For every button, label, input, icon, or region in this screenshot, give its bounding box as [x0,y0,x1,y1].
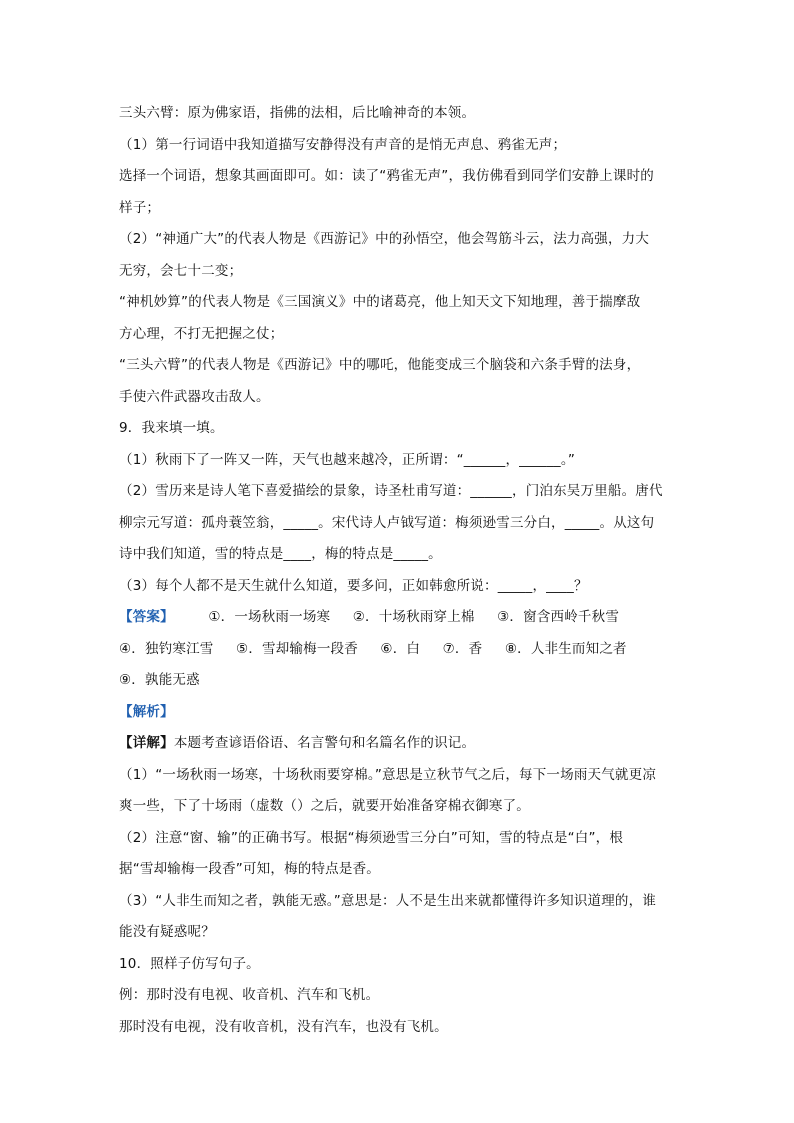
analysis-line: 能没有疑惑呢？ [119,924,215,940]
text-line: 手使六件武器攻击敌人。 [119,388,270,405]
answer-row-2 [119,634,679,666]
analysis-line: 爽一些，下了十场雨（虚数（）之后，就要开始准备穿棉衣御寒了。 [119,798,530,814]
text-line: （1）第一行词语中我知道描写安静得没有声音的是悄无声息、鸦雀无声； [119,136,567,153]
answer-item: ⑧．人非生而知之者 [504,640,627,657]
question-line: （3）每个人都不是天生就什么知道，要多问，正如韩愈所说：_____，____？ [119,577,588,594]
example-line: 那时没有电视，没有收音机，没有汽车，也没有飞机。 [119,1018,448,1035]
answer-item: ②．十场秋雨穿上棉 [352,609,475,625]
analysis-line: （3）“人非生而知之者，孰能无惑。”意思是：人不是生出来就都懂得许多知识道理的，谁 [119,892,657,909]
text-line: 三头六臂：原为佛家语，指佛的法相，后比喻神奇的本领。 [119,105,476,121]
detail-line [119,728,679,760]
question-line: （2）雪历来是诗人笔下喜爱描绘的景象，诗圣杜甫写道：______，门泊东吴万里船。唐代 [119,483,663,499]
answer-tag: 【答案】 [119,609,174,625]
text-line: 选择一个词语，想象其画面即可。如：读了“鸦雀无声”，我仿佛看到同学们安静上课时的 [119,168,654,184]
question-heading: 9．我来填一填。 [119,420,224,436]
question-line: 诗中我们知道，雪的特点是____，梅的特点是_____。 [119,546,442,562]
detail-text: 本题考查谚语俗语、名言警句和名篇名作的识记。 [173,735,476,751]
answer-row-3 [119,665,679,697]
text-line: 样子； [119,199,161,216]
analysis-line: （1）“一场秋雨一场寒，十场秋雨要穿棉。”意思是立秋节气之后，每下一场雨天气就更凉 [119,766,657,783]
answer-item: ④．独钓寒江雪 [119,640,214,657]
answer-item: ⑨．孰能无惑 [119,672,200,688]
answer-item: ⑤．雪却输梅一段香 [236,640,358,657]
document-page [119,98,679,1043]
analysis-heading [119,697,679,729]
example-line: 例：那时没有电视、收音机、汽车和飞机。 [119,987,380,1003]
answer-item: ⑥．白 [380,640,421,657]
answer-row-1 [119,602,679,634]
text-line: （2）“神通广大”的代表人物是《西游记》中的孙悟空，他会驾筋斗云，法力高强，力大 [119,231,650,247]
text-line: “神机妙算”的代表人物是《三国演义》中的诸葛亮，他上知天文下知地理，善于揣摩敌 [119,294,641,310]
answer-item: ⑦．香 [442,640,483,657]
question-heading: 10．照样子仿写句子。 [119,955,260,972]
analysis-line: （2）注意“窗、输”的正确书写。根据“梅须逊雪三分白”可知，雪的特点是“白”，根 [119,829,624,846]
analysis-line: 据“雪却输梅一段香”可知，梅的特点是香。 [119,861,380,877]
detail-tag: 【详解】 [119,735,174,751]
question-line: 柳宗元写道：孤舟蓑笠翁，_____。宋代诗人卢钺写道：梅须逊雪三分白，_____。从这句 [119,514,655,531]
question-line: （1）秋雨下了一阵又一阵，天气也越来越冷，正所谓：“______，______。” [119,451,576,468]
analysis-tag: 【解析】 [119,703,174,720]
text-line: 方心理，不打无把握之仗； [119,325,284,342]
text-line: “三头六臂”的代表人物是《西游记》中的哪吒，他能变成三个脑袋和六条手臂的法身， [119,357,641,373]
answer-item: ①．一场秋雨一场寒 [208,609,331,625]
text-line: 无穷，会七十二变； [119,262,243,279]
answer-item: ③．窗含西岭千秋雪 [497,609,620,625]
